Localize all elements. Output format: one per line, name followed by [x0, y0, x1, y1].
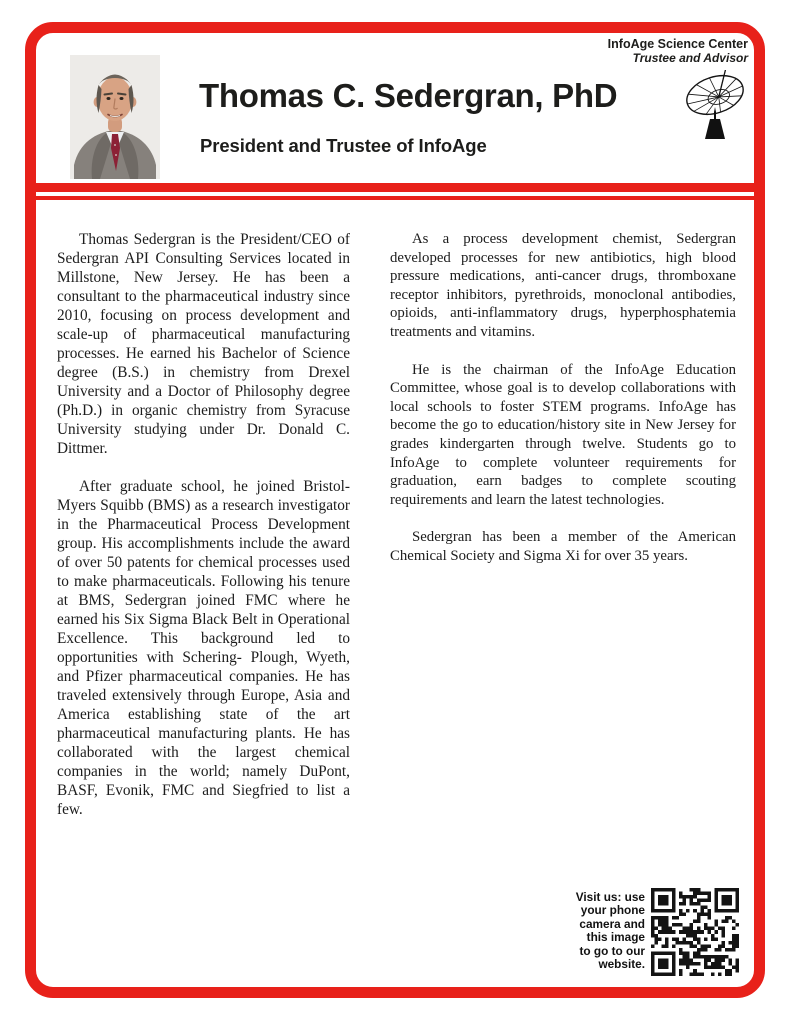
header	[36, 33, 754, 183]
column-right	[390, 230, 736, 838]
qr-caption-line: your phone	[580, 903, 645, 918]
body-paragraph: Thomas Sedergran is the President/CEO of Sedergran API Consulting Services located in Millstone, New Jersey. He has been a consultant to the pharmaceutical industry since 2010, focusing on process development and scale-up of pharmaceutical manufacturing processes. He earned his Bachelor of Science degree (B.S.) in chemistry from Drexel University and a Doctor of Philosophy degree (Ph.D.) in organic chemistry from Syracuse University studying under Dr. Donald C. Dittmer.	[57, 231, 350, 457]
qr-caption-line: Visit us: use	[575, 890, 645, 904]
org-corner	[608, 37, 748, 66]
qr-block	[559, 888, 739, 976]
qr-caption-line: this image	[586, 930, 645, 945]
column-left	[57, 230, 350, 838]
qr-code	[651, 888, 739, 976]
body-paragraph: As a process development chemist, Sedergran developed processes for new antibiotics, high blood pressure medications, anti-cancer drugs, thromboxane receptor inhibitors, pyrethroids, monoclonal antibodies, opioids, anti-inflammatory drugs, hyperphosphatemia treatments and vitamins.	[390, 231, 736, 340]
page-subtitle: President and Trustee of InfoAge	[200, 135, 487, 156]
body-paragraph: Sedergran has been a member of the American Chemical Society and Sigma Xi for over 35 years.	[390, 529, 736, 564]
qr-caption	[559, 888, 645, 971]
divider-thick	[36, 183, 754, 192]
red-frame	[25, 22, 765, 998]
satellite-dish-icon	[682, 70, 748, 142]
body-paragraph: After graduate school, he joined Bristol-Myers Squibb (BMS) as a research investigator in the Pharmaceutical Process Development group. His accomplishments include the award of over 50 patents for chemical processes used to make pharmaceuticals. Following his tenure at BMS, Sedergran joined FMC where he earned his Six Sigma Black Belt in Operational Excellence. This background led to opportunities with Schering- Plough, Wyeth, and Pfizer pharmaceutical companies. He has traveled extensively through Europe, Asia and America establishing state of the art pharmaceutical manufacturing plants. He has collaborated with the largest chemical companies in the world; namely DuPont, BASF, Evonik, FMC and Siegfried to list a few.	[57, 478, 350, 818]
org-name: InfoAge Science Center	[607, 37, 748, 51]
body-paragraph: He is the chairman of the InfoAge Education Committee, whose goal is to develop collaborations with local schools to foster STEM programs. InfoAge has become the go to education/history site in New Jersey for grades kindergarten through twelve. Students go to InfoAge to complete volunteer requirements for graduation, earn badges to complete scouting requirements and learn the latest technologies.	[390, 361, 736, 508]
qr-caption-line: to go to our	[579, 943, 645, 958]
org-role: Trustee and Advisor	[632, 51, 748, 66]
qr-caption-line: camera and	[579, 916, 645, 931]
portrait-photo	[70, 55, 160, 179]
portrait-photo-illustration	[70, 55, 160, 179]
page-title: Thomas C. Sedergran, PhD	[199, 77, 618, 114]
qr-caption-line: website.	[598, 957, 645, 972]
article	[36, 200, 754, 838]
